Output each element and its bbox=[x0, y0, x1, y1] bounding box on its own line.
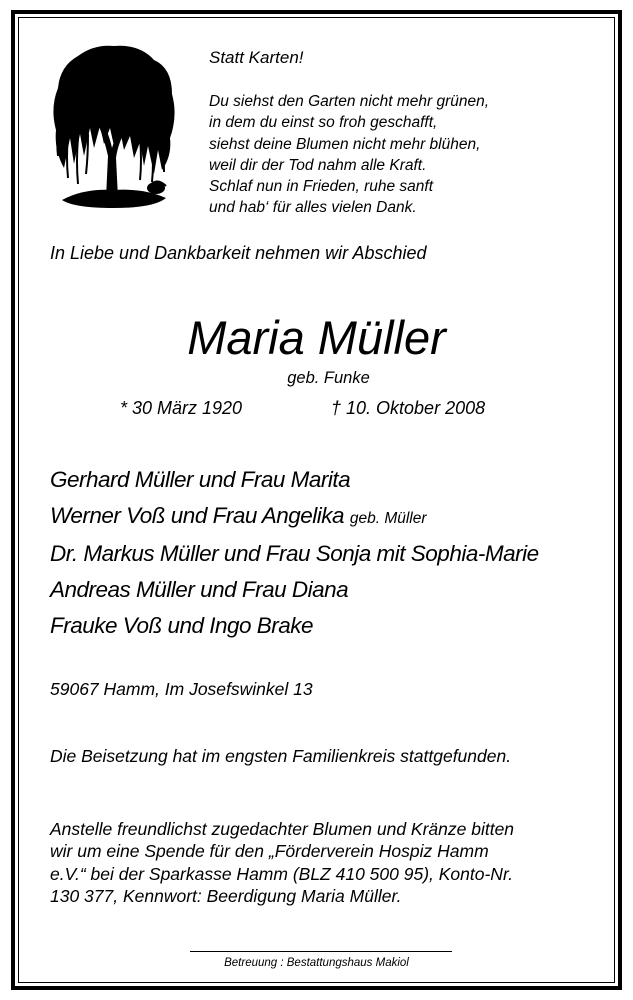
birth-date: * 30 März 1920 bbox=[120, 398, 243, 418]
deceased-name: Maria Müller bbox=[187, 311, 446, 364]
death-date: † 10. Oktober 2008 bbox=[331, 398, 486, 418]
mourner-line bbox=[50, 536, 539, 572]
farewell-intro: In Liebe und Dankbarkeit nehmen wir Abschied bbox=[50, 243, 427, 263]
mourner-line bbox=[50, 462, 539, 498]
mourner-name: Andreas Müller und Frau Diana bbox=[50, 577, 349, 603]
birth-name: geb. Funke bbox=[287, 369, 370, 387]
burial-note: Die Beisetzung hat im engsten Familienkreis stattgefunden. bbox=[50, 746, 512, 766]
poem-line: Du siehst den Garten nicht mehr grünen, bbox=[209, 93, 490, 110]
poem-line: in dem du einst so froh geschafft, bbox=[209, 114, 438, 132]
mourning-address: 59067 Hamm, Im Josefswinkel 13 bbox=[50, 679, 313, 699]
donation-line: e.V.“ bei der Sparkasse Hamm (BLZ 410 500 95), Konto-Nr. bbox=[50, 863, 513, 884]
poem-verse bbox=[209, 91, 489, 219]
poem-line: Schlaf nun in Frieden, ruhe sanft bbox=[209, 178, 434, 196]
poem-line: weil dir der Tod nahm alle Kraft. bbox=[209, 156, 427, 174]
poem-title: Statt Karten! bbox=[209, 48, 304, 67]
donation-line: 130 377, Kennwort: Beerdigung Maria Müller. bbox=[50, 885, 402, 906]
mourner-line bbox=[50, 498, 539, 537]
mourners-list bbox=[50, 462, 539, 644]
mourner-line bbox=[50, 608, 539, 644]
mourner-name: Frauke Voß und Ingo Brake bbox=[50, 612, 314, 638]
mourner-line bbox=[50, 572, 539, 608]
mourner-name: Gerhard Müller und Frau Marita bbox=[50, 467, 351, 492]
weeping-willow-icon bbox=[44, 38, 182, 216]
poem-line: siehst deine Blumen nicht mehr blühen, bbox=[209, 135, 481, 153]
mourner-birth-name: geb. Müller bbox=[349, 509, 427, 527]
mourner-name: Werner Voß und Frau Angelika bbox=[50, 502, 345, 528]
poem-line: und hab‘ für alles vielen Dank. bbox=[209, 199, 417, 217]
funeral-home-credit: Betreuung : Bestattungshaus Makiol bbox=[224, 957, 409, 969]
donation-line: wir um eine Spende für den „Förderverein Hospiz Hamm bbox=[50, 841, 489, 862]
donation-request bbox=[50, 818, 514, 907]
footer-divider bbox=[190, 951, 452, 952]
donation-line: Anstelle freundlichst zugedachter Blumen und Kränze bitten bbox=[50, 819, 515, 839]
mourner-name: Dr. Markus Müller und Frau Sonja mit Sophia-Marie bbox=[50, 541, 539, 567]
